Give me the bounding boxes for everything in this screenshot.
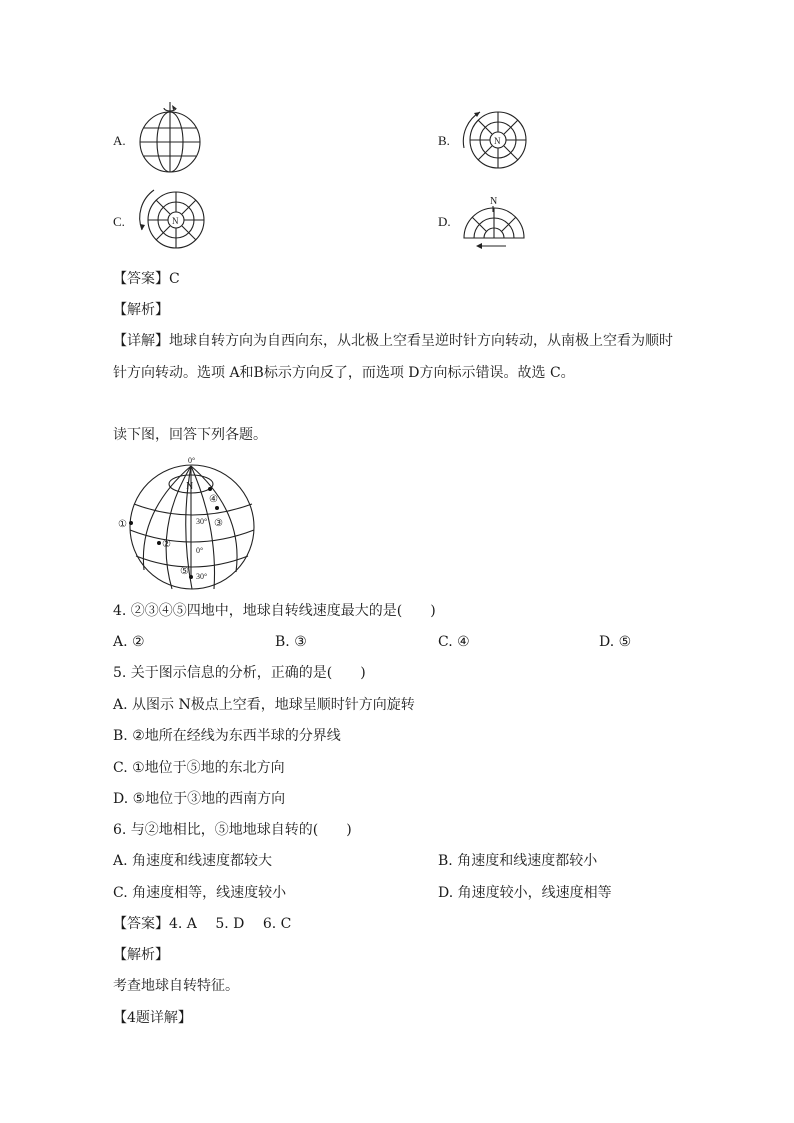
reading-intro: 读下图，回答下列各题。 [113,427,267,443]
option-b-north-label: N [494,136,501,146]
q4-option-a: A. ② [113,634,145,650]
globe-north-label: N [186,481,194,492]
q5-stem: 5. 关于图示信息的分析，正确的是( ) [113,665,366,681]
option-c-polar-figure [136,186,208,256]
globe-figure [114,452,264,590]
q3-detail-line1: 【详解】地球自转方向为自西向东，从北极上空看呈逆时针方向转动，从南极上空看为顺时 [113,333,673,349]
globe-lat-30n-label: 30° [196,517,208,526]
q4-option-b: B. ③ [275,634,307,650]
option-d-label: D. [438,214,451,229]
q6-option-a: A. 角速度和线速度都较大 [113,853,273,869]
q5-option-a: A. 从图示 N极点上空看，地球呈顺时针方向旋转 [113,697,415,713]
q5-option-b: B. ②地所在经线为东西半球的分界线 [113,728,341,744]
option-b-label: B. [438,133,450,148]
option-b-polar-figure [460,106,530,176]
q6-stem: 6. 与②地相比，⑤地地球自转的( ) [113,822,352,838]
q6-option-d: D. 角速度较小，线速度相等 [438,885,612,901]
q4-detail-title: 【4题详解】 [113,1010,192,1026]
globe-point-2: ② [162,539,171,550]
q3-analysis-title: 【解析】 [113,302,169,318]
analysis-text: 考查地球自转特征。 [113,978,239,994]
q6-option-c: C. 角速度相等，线速度较小 [113,885,287,901]
globe-lat-top-label: 0° [188,456,196,465]
globe-point-1: ① [118,519,127,530]
q4-option-d: D. ⑤ [599,634,632,650]
q4-stem: 4. ②③④⑤四地中，地球自转线速度最大的是( ) [113,603,436,619]
globe-lat-0-label: 0° [196,546,204,555]
q4-option-c: C. ④ [438,634,470,650]
analysis-title: 【解析】 [113,947,169,963]
option-a-label: A. [113,133,126,148]
answers-line: 【答案】4. A 5. D 6. C [113,916,292,932]
q3-answer: 【答案】C [113,271,180,287]
option-c-label: C. [113,214,125,229]
globe-point-3: ③ [214,518,223,529]
option-d-semicircle-figure [460,192,532,256]
option-a-globe-figure [138,100,208,182]
q3-detail-line2: 针方向转动。选项 A和B标示方向反了，而选项 D方向标示错误。故选 C。 [113,365,575,381]
globe-point-4: ④ [209,494,218,505]
globe-lat-30s-label: 30° [196,572,208,581]
option-d-north-label: N [490,196,498,207]
q6-option-b: B. 角速度和线速度都较小 [438,853,598,869]
q5-option-c: C. ①地位于⑤地的东北方向 [113,760,285,776]
q5-option-d: D. ⑤地位于③地的西南方向 [113,791,286,807]
option-c-north-label: N [172,216,179,226]
globe-point-5: ⑤ [180,566,189,577]
